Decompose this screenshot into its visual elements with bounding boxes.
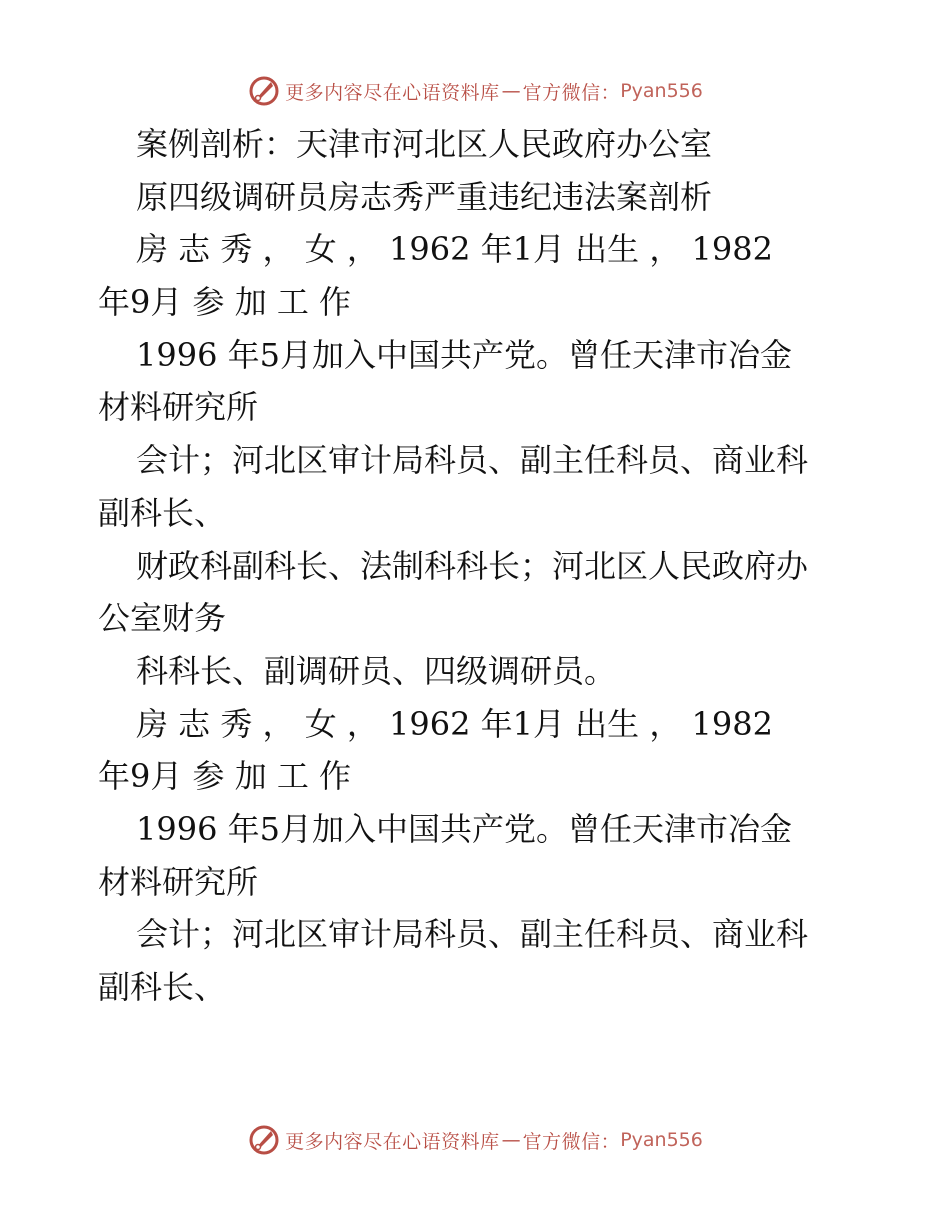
doc-paragraph-line: 材料研究所 (98, 388, 259, 427)
doc-paragraph-line: 副科长、 (98, 493, 227, 532)
watermark-handle: Pyan556 (620, 80, 703, 102)
doc-paragraph-line: 1996 年5月加入中国共产党。曾任天津市冶金 (136, 809, 792, 848)
quill-logo-icon (247, 74, 281, 108)
doc-paragraph-line: 材料研究所 (98, 862, 259, 901)
doc-paragraph-line: 会计；河北区审计局科员、副主任科员、商业科 (136, 441, 809, 480)
watermark-separator: — (501, 80, 521, 102)
doc-paragraph-line: 房 志 秀 ， 女 ， 1962 年1月 出生 ， 1982 (136, 704, 773, 743)
doc-paragraph-line: 科科长、副调研员、四级调研员。 (136, 651, 617, 690)
doc-paragraph-line: 副科长、 (98, 968, 227, 1006)
doc-paragraph-line: 公室财务 (98, 599, 227, 638)
document-body (98, 118, 850, 1014)
watermark-separator: — (501, 1129, 521, 1151)
doc-paragraph-line: 1996 年5月加入中国共产党。曾任天津市冶金 (136, 335, 792, 374)
doc-paragraph-line: 会计；河北区审计局科员、副主任科员、商业科 (136, 915, 809, 954)
watermark-label: 官方微信： (522, 81, 621, 104)
doc-paragraph-line: 年9月 参 加 工 作 (98, 757, 352, 796)
doc-paragraph-line: 财政科副科长、法制科科长；河北区人民政府办 (136, 546, 809, 585)
watermark-handle: Pyan556 (620, 1129, 703, 1151)
doc-title-line-1: 案例剖析：天津市河北区人民政府办公室 (136, 125, 713, 163)
doc-paragraph-line: 房 志 秀 ， 女 ， 1962 年1月 出生 ， 1982 (136, 230, 773, 269)
footer-watermark (0, 1120, 950, 1160)
doc-title-line-2: 原四级调研员房志秀严重违纪违法案剖析 (136, 177, 713, 216)
watermark-text: 更多内容尽在心语资料库 (285, 1130, 500, 1153)
doc-paragraph-line: 年9月 参 加 工 作 (98, 283, 352, 322)
header-watermark (0, 71, 950, 111)
quill-logo-icon (247, 1123, 281, 1157)
watermark-label: 官方微信： (522, 1130, 621, 1153)
watermark-text: 更多内容尽在心语资料库 (285, 81, 500, 104)
